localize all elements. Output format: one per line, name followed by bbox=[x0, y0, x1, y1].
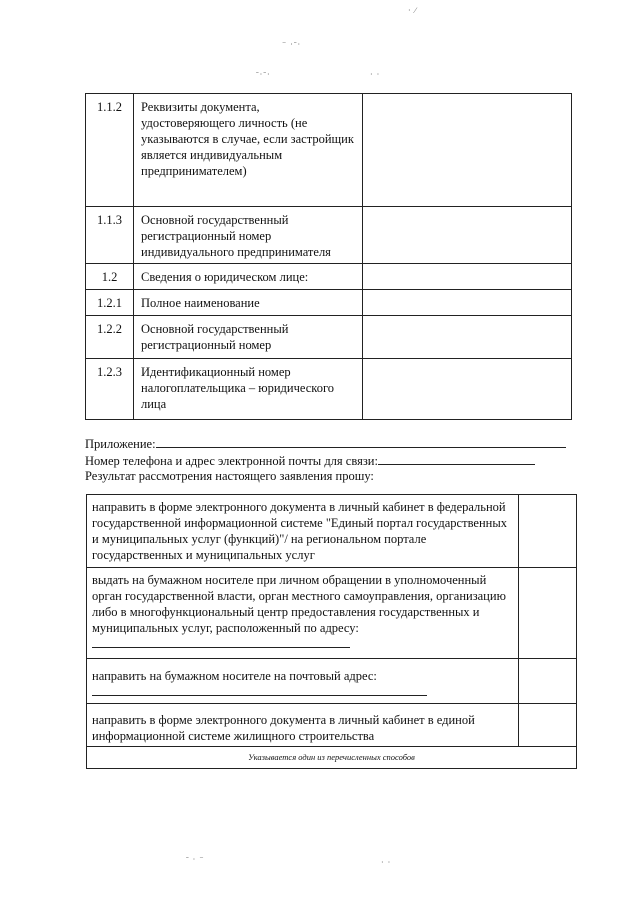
option-row bbox=[87, 495, 577, 568]
option-row bbox=[87, 704, 577, 747]
option-checkbox[interactable] bbox=[519, 659, 577, 704]
option-checkbox[interactable] bbox=[519, 568, 577, 659]
appendix-field[interactable] bbox=[156, 436, 566, 448]
row-value-field[interactable] bbox=[363, 264, 572, 290]
result-method-table bbox=[86, 494, 577, 769]
applicant-details-table bbox=[85, 93, 572, 420]
row-value-field[interactable] bbox=[363, 359, 572, 420]
scan-mark: ˉ·ˉ· bbox=[256, 70, 271, 79]
form-text-block bbox=[85, 436, 585, 485]
result-label: Результат рассмотрения настоящего заявления прошу: bbox=[85, 469, 374, 483]
footnote: Указывается один из перечисленных способов bbox=[87, 747, 577, 769]
table-row bbox=[86, 316, 572, 359]
appendix-label: Приложение: bbox=[85, 437, 156, 451]
postal-address-field[interactable] bbox=[92, 689, 427, 696]
row-label: Реквизиты документа, удостоверяющего личность (не указываются в случае, если застройщик является индивидуальным предпринимателем) bbox=[134, 94, 363, 207]
contact-line bbox=[85, 453, 585, 470]
option-text: направить в форме электронного документа в личный кабинет в единой информационной системе жилищного строительства bbox=[87, 704, 519, 747]
scan-mark: · ⁄ bbox=[408, 6, 417, 15]
row-label: Сведения о юридическом лице: bbox=[134, 264, 363, 290]
row-value-field[interactable] bbox=[363, 316, 572, 359]
row-label: Полное наименование bbox=[134, 290, 363, 316]
option-label: выдать на бумажном носителе при личном обращении в уполномоченный орган государственной власти, орган местного самоуправления, организацию либо в многофункциональный центр предоставления государственных и муниципальных услуг, расположенный по адресу: bbox=[92, 573, 506, 635]
table-row bbox=[86, 264, 572, 290]
option-checkbox[interactable] bbox=[519, 495, 577, 568]
row-number: 1.1.3 bbox=[86, 207, 134, 264]
row-label: Идентификационный номер налогоплательщика – юридического лица bbox=[134, 359, 363, 420]
row-label: Основной государственный регистрационный номер bbox=[134, 316, 363, 359]
row-value-field[interactable] bbox=[363, 207, 572, 264]
option-text: направить в форме электронного документа в личный кабинет в федеральной государственной информационной системе "Единый портал государственных и муниципальных услуг (функций)"/ на региональном портале государственных и муниципальных услуг bbox=[87, 495, 519, 568]
option-checkbox[interactable] bbox=[519, 704, 577, 747]
row-value-field[interactable] bbox=[363, 290, 572, 316]
option-text bbox=[87, 568, 519, 659]
scan-mark: ⁻ ·ˉ· bbox=[282, 40, 302, 49]
row-number: 1.2.3 bbox=[86, 359, 134, 420]
scan-mark: · · bbox=[370, 70, 381, 79]
option-text bbox=[87, 659, 519, 704]
option-row bbox=[87, 659, 577, 704]
row-label: Основной государственный регистрационный номер индивидуального предпринимателя bbox=[134, 207, 363, 264]
table-row bbox=[86, 290, 572, 316]
contact-field[interactable] bbox=[378, 453, 535, 465]
footnote-row bbox=[87, 747, 577, 769]
scan-mark: ˉ · ⁻ bbox=[186, 855, 205, 864]
table-row bbox=[86, 207, 572, 264]
row-number: 1.2.2 bbox=[86, 316, 134, 359]
row-number: 1.2 bbox=[86, 264, 134, 290]
contact-label: Номер телефона и адрес электронной почты для связи: bbox=[85, 453, 378, 468]
option-label: направить на бумажном носителе на почтовый адрес: bbox=[92, 669, 377, 683]
row-number: 1.2.1 bbox=[86, 290, 134, 316]
option-row bbox=[87, 568, 577, 659]
table-row bbox=[86, 359, 572, 420]
appendix-line bbox=[85, 436, 585, 453]
table-row bbox=[86, 94, 572, 207]
scan-mark: · · bbox=[381, 858, 392, 867]
row-number: 1.1.2 bbox=[86, 94, 134, 207]
address-field[interactable] bbox=[92, 636, 350, 648]
row-value-field[interactable] bbox=[363, 94, 572, 207]
